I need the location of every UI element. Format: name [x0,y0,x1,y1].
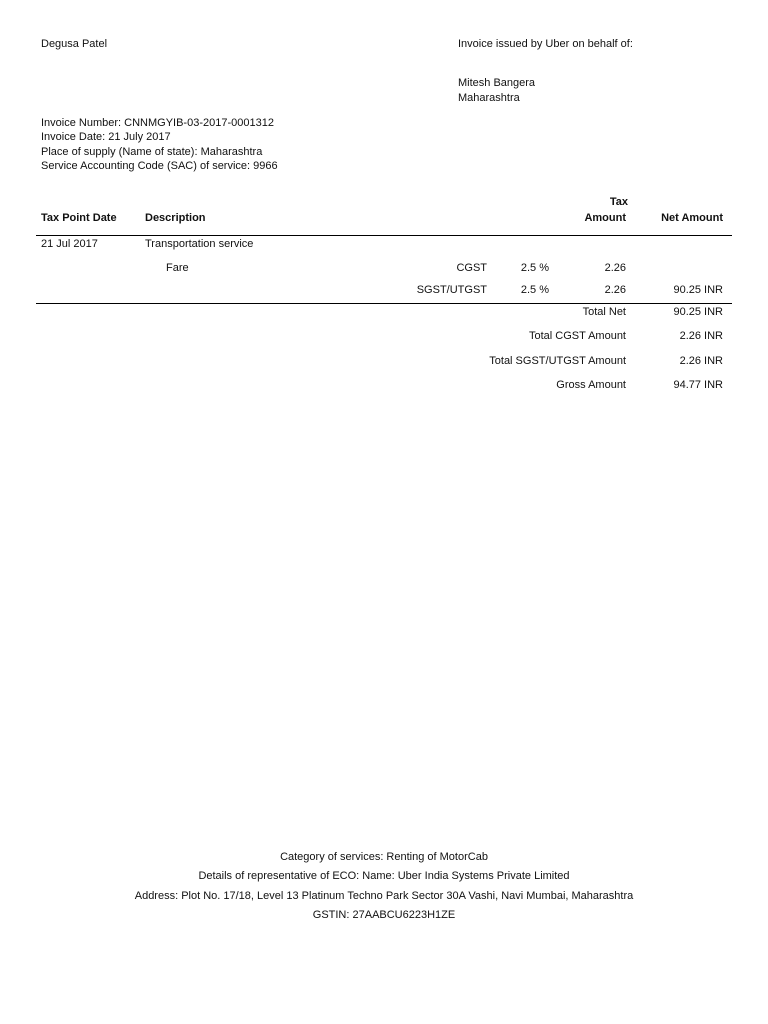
tax-name: CGST [456,262,487,274]
tax-rate: 2.5 % [520,284,549,296]
total-label: Gross Amount [556,379,626,391]
sac-code: Service Accounting Code (SAC) of service: 9966 [41,160,278,172]
footer-gstin: GSTIN: 27AABCU6223H1ZE [312,909,456,921]
net-amount: 90.25 INR [673,284,723,296]
tax-name: SGST/UTGST [416,284,487,296]
footer-address: Address: Plot No. 17/18, Level 13 Platinum Techno Park Sector 30A Vashi, Navi Mumbai, Maharashtra [134,890,634,902]
total-value: 90.25 INR [673,306,723,318]
issuer-heading: Invoice issued by Uber on behalf of: [458,38,633,50]
invoice-number: Invoice Number: CNNMGYIB-03-2017-0001312 [41,117,274,129]
total-label: Total CGST Amount [528,330,626,342]
fare-label: Fare [166,262,189,274]
total-value: 2.26 INR [679,330,723,342]
header-divider [36,235,732,236]
driver-name: Mitesh Bangera [458,77,536,89]
customer-name: Degusa Patel [41,38,108,50]
service-date: 21 Jul 2017 [41,238,98,250]
footer-eco-details: Details of representative of ECO: Name: Uber India Systems Private Limited [198,870,570,882]
place-of-supply: Place of supply (Name of state): Maharashtra [41,146,263,158]
header-tax-amount-line2: Amount [584,212,626,224]
total-value: 94.77 INR [673,379,723,391]
driver-state: Maharashtra [458,92,520,104]
tax-amount: 2.26 [604,262,626,274]
total-value: 2.26 INR [679,355,723,367]
totals-divider [36,303,732,304]
tax-amount: 2.26 [604,284,626,296]
header-net-amount: Net Amount [661,212,723,224]
footer-category: Category of services: Renting of MotorCab [280,851,488,863]
header-tax-point-date: Tax Point Date [41,212,117,224]
header-tax-amount-line1: Tax [609,196,628,208]
tax-rate: 2.5 % [520,262,549,274]
total-label: Total Net [582,306,626,318]
invoice-date: Invoice Date: 21 July 2017 [41,131,171,143]
total-label: Total SGST/UTGST Amount [489,355,626,367]
service-description: Transportation service [145,238,254,250]
header-description: Description [145,212,206,224]
